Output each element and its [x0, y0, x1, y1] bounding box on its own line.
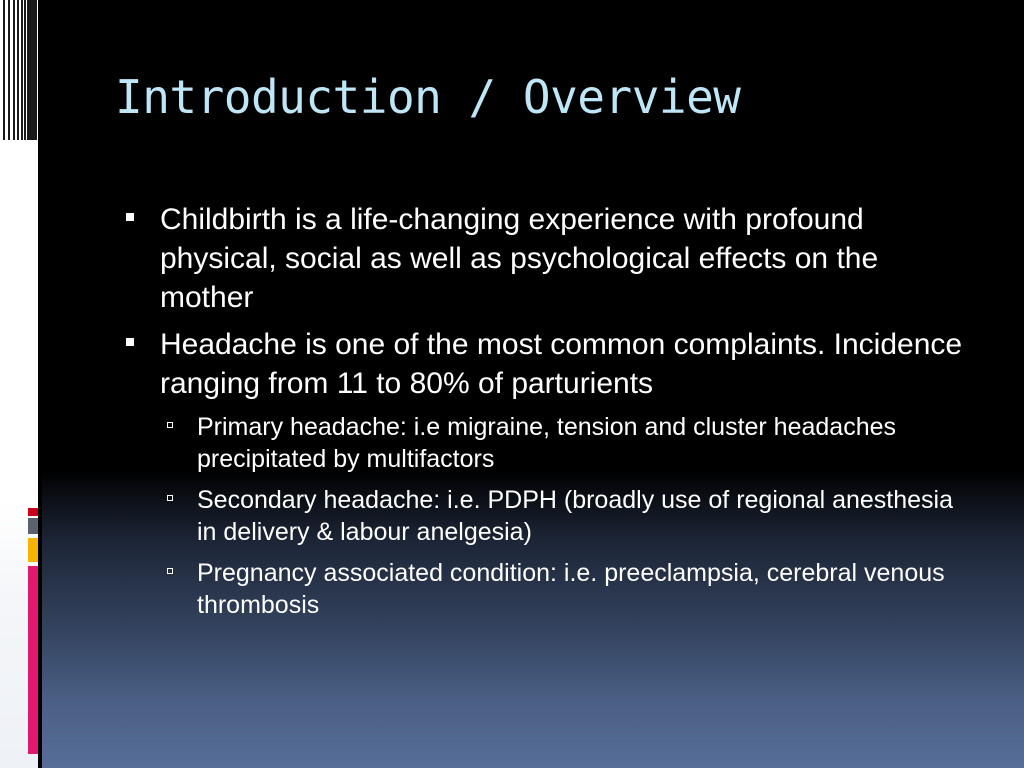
- stripe: [13, 0, 15, 140]
- hollow-square-bullet-icon: [167, 495, 173, 501]
- stripe: [3, 0, 5, 140]
- bullet-item: [120, 325, 970, 403]
- stripe: [21, 0, 23, 140]
- bullet-item: [120, 200, 970, 317]
- hollow-square-bullet-icon: [167, 568, 173, 574]
- sub-bullet-item: [120, 411, 970, 475]
- square-bullet-icon: [126, 213, 134, 221]
- square-bullet-icon: [126, 338, 134, 346]
- slide-title: Introduction / Overview: [115, 70, 741, 124]
- sub-bullet-text: Pregnancy associated condition: i.e. preeclampsia, cerebral venous thrombosis: [197, 559, 945, 619]
- bullet-text: Childbirth is a life-changing experience with profound physical, social as well as psychological effects on the mother: [160, 203, 879, 314]
- sub-bullet-text: Primary headache: i.e migraine, tension and cluster headaches precipitated by multifactors: [197, 413, 897, 473]
- left-edge-divider: [38, 0, 42, 768]
- accent-pink-bar: [28, 566, 38, 754]
- stripe: [24, 0, 26, 140]
- stripe: [17, 0, 19, 140]
- bullet-text: Headache is one of the most common complaints. Incidence ranging from 11 to 80% of parturients: [160, 328, 963, 400]
- sub-bullet-item: [120, 557, 970, 621]
- accent-yellow-mark: [28, 538, 38, 562]
- vertical-stripes: [0, 0, 40, 140]
- left-decorative-bar: [0, 0, 40, 768]
- accent-red-mark: [28, 508, 38, 516]
- stripe: [8, 0, 10, 140]
- hollow-square-bullet-icon: [167, 422, 173, 428]
- stripe: [35, 0, 37, 140]
- sub-bullet-item: [120, 484, 970, 548]
- accent-gray-mark: [28, 518, 38, 534]
- slide-content: [120, 200, 970, 630]
- sub-bullet-text: Secondary headache: i.e. PDPH (broadly use of regional anesthesia in delivery & labour anelgesia): [197, 486, 954, 546]
